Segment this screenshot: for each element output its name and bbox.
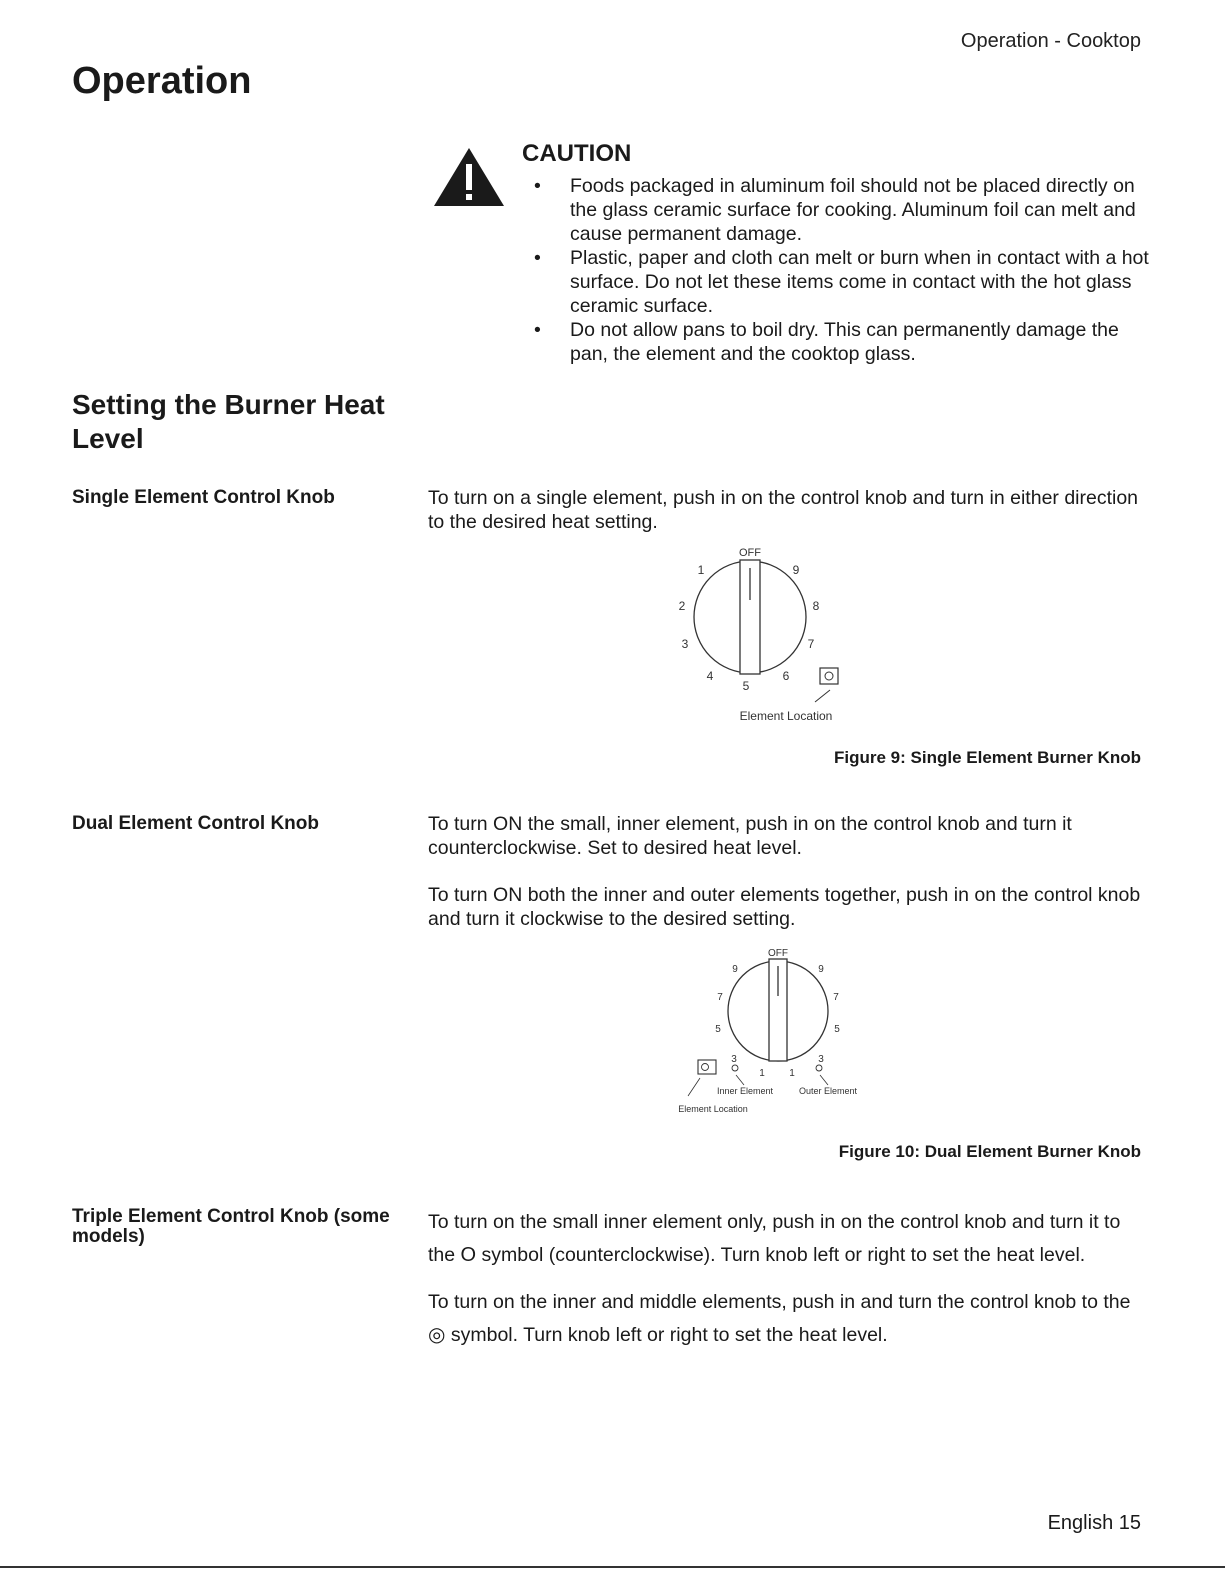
single-text: To turn on a single element, push in on the control knob and turn in either direction to the desired heat setting. bbox=[428, 487, 1139, 533]
svg-text:7: 7 bbox=[717, 992, 723, 1003]
triple-text-1: To turn on the small inner element only, push in on the control knob and turn it to the O symbol (counterclockwise). Turn knob left or right to set the heat level. bbox=[428, 1211, 1121, 1266]
caution-title: CAUTION bbox=[522, 140, 632, 167]
outer-element-symbol bbox=[816, 1065, 822, 1071]
svg-text:3: 3 bbox=[731, 1054, 737, 1065]
svg-text:1: 1 bbox=[759, 1068, 765, 1079]
double-circle-symbol: ◎ bbox=[428, 1324, 446, 1346]
list-item: • Plastic, paper and cloth can melt or burn when in contact with a hot surface. Do not let these items come in contact with the hot glass ceramic surface. bbox=[534, 247, 1149, 317]
triple-heading: Triple Element Control Knob (some models) bbox=[72, 1206, 390, 1247]
tick-label: 7 bbox=[807, 637, 815, 651]
dual-heading: Dual Element Control Knob bbox=[72, 813, 319, 834]
triple-text-2: To turn on the inner and middle elements, push in and turn the control knob to the ◎ symbol. Turn knob left or right to set the heat level. bbox=[428, 1291, 1131, 1346]
inner-element-symbol bbox=[732, 1065, 738, 1071]
caution-list bbox=[530, 174, 1150, 366]
dual-knob-diagram bbox=[668, 944, 878, 1120]
off-label: OFF bbox=[739, 547, 761, 559]
list-item: • Do not allow pans to boil dry. This can permanently damage the pan, the element and the cooktop glass. bbox=[534, 319, 1119, 365]
svg-text:OFF: OFF bbox=[768, 948, 788, 959]
dual-text-1: To turn ON the small, inner element, push in on the control knob and turn it counterclockwise. Set to desired heat level. bbox=[428, 813, 1072, 859]
dual-text-2: To turn ON both the inner and outer elements together, push in on the control knob and turn it clockwise to the desired setting. bbox=[428, 884, 1141, 930]
figure-10-caption: Figure 10: Dual Element Burner Knob bbox=[838, 1142, 1141, 1161]
tick-label: 8 bbox=[812, 599, 820, 613]
element-location-icon bbox=[820, 668, 838, 684]
svg-text:3: 3 bbox=[818, 1054, 824, 1065]
svg-text:1: 1 bbox=[789, 1068, 795, 1079]
tick-label: 1 bbox=[697, 563, 705, 577]
tick-label: 2 bbox=[678, 599, 686, 613]
running-header: Operation - Cooktop bbox=[960, 30, 1141, 52]
tick-label: 6 bbox=[782, 669, 790, 683]
tick-label: 3 bbox=[681, 637, 689, 651]
page-title: Operation bbox=[72, 60, 252, 102]
svg-text:7: 7 bbox=[833, 992, 839, 1003]
svg-text:9: 9 bbox=[818, 964, 824, 975]
svg-text:Outer Element: Outer Element bbox=[798, 1086, 858, 1096]
single-knob-diagram bbox=[660, 540, 860, 728]
svg-text:Inner Element: Inner Element bbox=[716, 1086, 774, 1096]
single-circle-symbol: O bbox=[460, 1244, 477, 1266]
warning-triangle-icon bbox=[432, 146, 506, 208]
tick-label: 9 bbox=[792, 563, 800, 577]
list-item: • Foods packaged in aluminum foil should not be placed directly on the glass ceramic surface for cooking. Aluminum foil can melt and cause permanent damage. bbox=[534, 175, 1136, 245]
single-heading: Single Element Control Knob bbox=[72, 487, 335, 508]
figure-9-caption: Figure 9: Single Element Burner Knob bbox=[834, 748, 1141, 767]
tick-label: 5 bbox=[742, 679, 750, 693]
page-number: English 15 bbox=[1047, 1512, 1141, 1534]
svg-text:9: 9 bbox=[732, 964, 738, 975]
svg-text:Element Location: Element Location bbox=[678, 1104, 748, 1114]
bottom-rule bbox=[0, 1566, 1225, 1568]
tick-label: 4 bbox=[706, 669, 714, 683]
svg-text:5: 5 bbox=[834, 1024, 840, 1035]
element-location-icon bbox=[698, 1060, 716, 1074]
svg-text:5: 5 bbox=[715, 1024, 721, 1035]
element-location-label: Element Location bbox=[739, 709, 833, 723]
section-title: Setting the Burner Heat Level bbox=[72, 389, 385, 454]
